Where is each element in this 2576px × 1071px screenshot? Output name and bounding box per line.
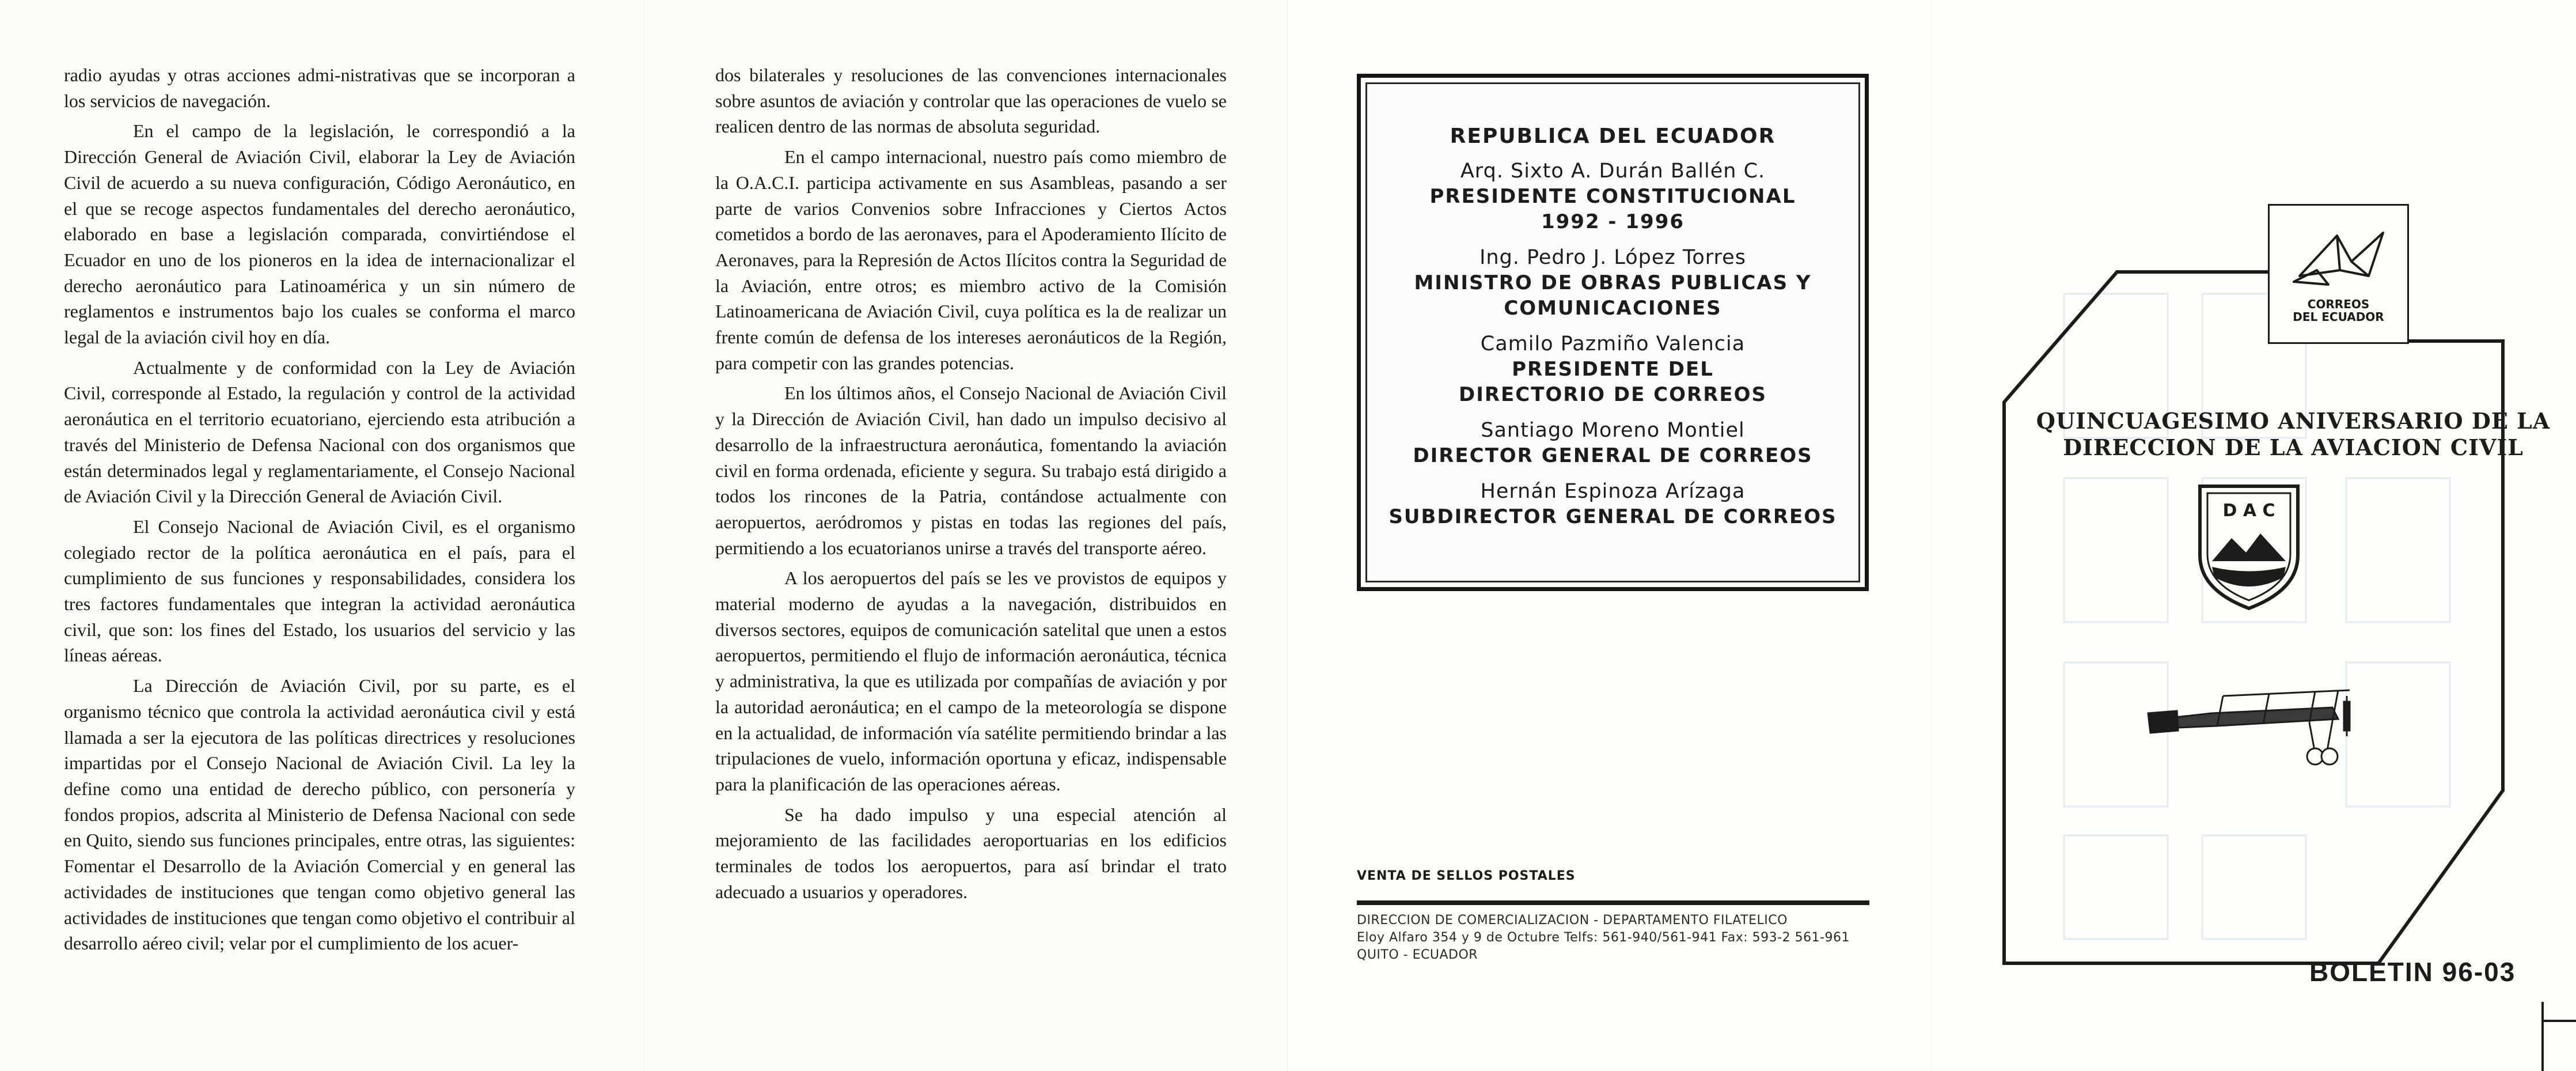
sales-address: Eloy Alfaro 354 y 9 de Octubre Telfs: 561-940/561-941 Fax: 593-2 561-961 — [1357, 930, 1850, 945]
crop-mark — [2541, 1002, 2576, 1071]
official-entry — [1367, 245, 1858, 321]
paragraph: El Consejo Nacional de Aviación Civil, es el organismo colegiado rector de la política aeronáutica en el país, para el cumplimiento de sus funciones y responsabilidades, considera los tres factores fundamentales que integran la actividad aeronáutica civil, que son: los fines del Estado, los usuarios del servicio y las líneas aéreas. — [64, 516, 575, 666]
officials-box — [1357, 74, 1869, 591]
official-title: MINISTRO DE OBRAS PUBLICAS Y COMUNICACIONES — [1414, 271, 1812, 320]
panel-back — [1288, 0, 1932, 1071]
official-name: Ing. Pedro J. López Torres — [1479, 246, 1746, 269]
sales-city: QUITO - ECUADOR — [1357, 948, 1478, 962]
paragraph: La Dirección de Aviación Civil, por su parte, es el organismo técnico que controla la actividad aeronáutica civil y está llamada a ser la ejecutora de las políticas directrices y resoluciones impartidas por el Consejo Nacional de Aviación Civil. La ley la define como una entidad de derecho público, con personería y fondos propios, adscrita al Ministerio de Defensa Nacional con sede en Quito, siendo sus funciones principales, entre otras, las siguientes: Fomentar el Desarrollo de la Aviación Comercial y en general las actividades de instituciones que tengan como objetivo general las actividades de instituciones que tengan como objetivo el contribuir al desarrollo aéreo civil; velar por el cumplimiento de los acuer- — [64, 675, 575, 954]
official-title: PRESIDENTE CONSTITUCIONAL — [1429, 185, 1796, 208]
cover-title-line: QUINCUAGESIMO ANIVERSARIO DE LA — [2036, 408, 2551, 434]
panel-inside-left — [0, 0, 644, 1071]
logo-caption — [2270, 298, 2407, 323]
dac-shield-icon — [2191, 480, 2306, 613]
panel-cover — [1932, 0, 2576, 1071]
cover-title-line: DIRECCION DE LA AVIACION CIVIL — [2063, 434, 2524, 460]
official-name: Santiago Moreno Montiel — [1481, 419, 1745, 442]
official-name: Hernán Espinoza Arízaga — [1480, 480, 1746, 503]
sales-heading: VENTA DE SELLOS POSTALES — [1357, 869, 1576, 883]
official-name: Arq. Sixto A. Durán Ballén C. — [1460, 160, 1766, 183]
logo-caption-line: DEL ECUADOR — [2293, 310, 2384, 324]
official-title: DIRECTOR GENERAL DE CORREOS — [1413, 444, 1813, 467]
paragraph: Actualmente y de conformidad con la Ley de Aviación Civil, corresponde al Estado, la regulación y control de la actividad aeronáutica en el territorio ecuatoriano, ejerciendo esta atribución a través del Ministerio de Defensa Nacional con dos organismos que están determinados legal y reglamentariamente, el Consejo Nacional de Aviación Civil y la Dirección General de Aviación Civil. — [64, 357, 575, 507]
official-entry — [1367, 331, 1858, 407]
sales-department: DIRECCION DE COMERCIALIZACION - DEPARTAMENTO FILATELICO — [1357, 913, 1788, 928]
official-entry — [1367, 479, 1858, 529]
bird-icon — [2282, 213, 2397, 299]
official-term: 1992 - 1996 — [1541, 210, 1685, 233]
divider — [1357, 900, 1869, 905]
paragraph: En el campo internacional, nuestro país como miembro de la O.A.C.I. participa activamente en sus Asambleas, pasando a ser parte de varios Convenios sobre Infracciones y Ciertos Actos cometidos a bordo de las aeronaves, para el Apoderamiento Ilícito de Aeronaves, para la Represión de Actos Ilícitos contra la Seguridad de la Aviación, entre otros; es miembro activo de la Comisión Latinoamericana de Aviación Civil, cuya política es la de realizar un frente común de defensa de los intereses aeronáuticos de la Región, para competir con las grandes potencias. — [715, 146, 1227, 373]
shield-text: D A C — [2222, 501, 2275, 521]
official-name: Camilo Pazmiño Valencia — [1480, 332, 1746, 355]
country-heading: REPUBLICA DEL ECUADOR — [1450, 124, 1776, 148]
panel-inside-middle — [644, 0, 1288, 1071]
official-entry — [1367, 418, 1858, 468]
paragraph: A los aeropuertos del país se les ve provistos de equipos y material moderno de ayudas a la navegación, distribuidos en diversos sectores, equipos de comunicación satelital que unen a estos aeropuertos, permitiendo el flujo de información aeronáutica, técnica y administrativa, la que es utilizada por compañías de aviación y por la autoridad aeronáutica; en el campo de la meteorología se dispone en la actualidad, de información vía satélite permitiendo brindar a las tripulaciones de vuelo, información oportuna y eficaz, indispensable para la planificación de las operaciones aéreas. — [715, 567, 1227, 794]
paragraph: dos bilaterales y resoluciones de las convenciones internacionales sobre asuntos de aviación y controlar que las operaciones de vuelo se realicen dentro de las normas de absoluta seguridad. — [715, 65, 1227, 137]
official-title: SUBDIRECTOR GENERAL DE CORREOS — [1388, 505, 1837, 528]
paragraph: En el campo de la legislación, le correspondió a la Dirección General de Aviación Civil, elaborar la Ley de Aviación Civil de acuerdo a su nueva configuración, Código Aeronáutico, en el que se recoge aspectos fundamentales del derecho aeronáutico, elaborado en base a legislación comparada, convirtiéndose el Ecuador en uno de los pioneros en la idea de internacionalizar el derecho aeronáutico para Latinoamérica y un sin número de reglamentos e instrumentos bajo los cuales se conforma el marco legal de la aviación civil hoy en día. — [64, 120, 575, 348]
bulletin-number: BOLETIN 96-03 — [2309, 957, 2516, 987]
correos-logo — [2268, 204, 2409, 344]
stamp-sales-info — [1357, 869, 1869, 964]
cover-title — [2023, 408, 2564, 461]
text-column-1 — [64, 62, 575, 956]
paragraph: radio ayudas y otras acciones admi-nistrativas que se incorporan a los servicios de navegación. — [64, 65, 575, 111]
paragraph: Se ha dado impulso y una especial atención al mejoramiento de las facilidades aeroportuarias en los edificios terminales de todos los aeropuertos, para así brindar el trato adecuado a usuarios y operadores. — [715, 804, 1227, 902]
airplane-icon — [2142, 673, 2361, 771]
official-entry — [1367, 158, 1858, 234]
official-title: PRESIDENTE DEL DIRECTORIO DE CORREOS — [1458, 358, 1767, 406]
paragraph: En los últimos años, el Consejo Nacional de Aviación Civil y la Dirección de Aviación Civil, han dado un impulso decisivo al desarrollo de la infraestructura aeronáutica, fomentando la aviación civil en forma ordenada, eficiente y segura. Su trabajo está dirigido a todos los rincones de la Patria, contándose actualmente con aeropuertos, aeródromos y pistas en todas las regiones del país, permitiendo a los ecuatorianos unirse a través del transporte aéreo. — [715, 383, 1227, 558]
text-column-2 — [715, 62, 1227, 905]
officials-inner-frame — [1365, 82, 1860, 582]
logo-caption-line: CORREOS — [2307, 297, 2370, 311]
